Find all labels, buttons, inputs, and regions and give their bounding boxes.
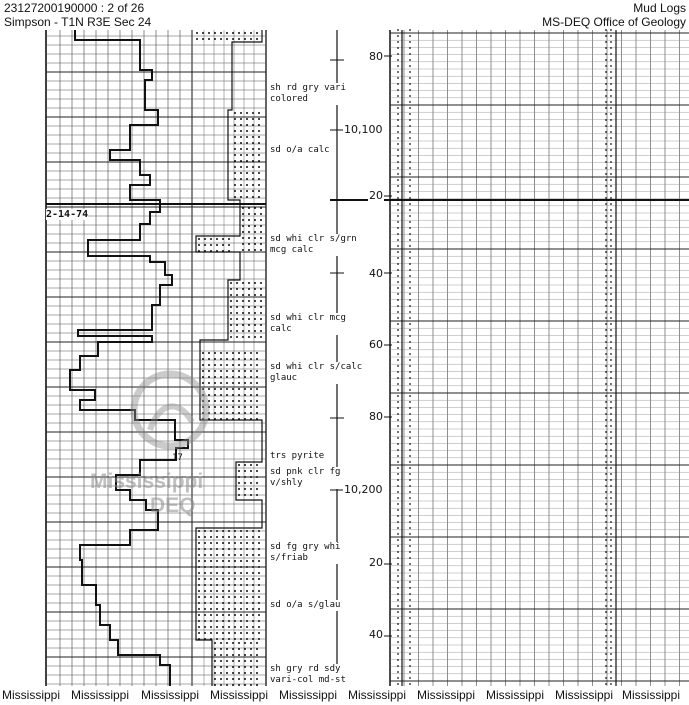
footer-word-7: Mississippi xyxy=(417,688,476,702)
lith-desc-4: sd whi clr mcg calc xyxy=(270,313,346,334)
footer-word-5: Mississippi xyxy=(279,688,338,702)
lith-desc-9: sd o/a s/glau xyxy=(270,600,341,610)
lithology-outline xyxy=(196,30,262,686)
scale-label-1: 80 xyxy=(369,50,383,63)
lith-desc-3: sd whi clr s/grn mcg calc xyxy=(270,234,357,255)
lith-desc-5: sd whi clr s/calc glauc xyxy=(270,362,363,383)
header-left-line2: Simpson - T1N R3E Sec 24 xyxy=(4,15,152,29)
footer-word-3: Mississippi xyxy=(141,688,200,702)
depth-label-10200: 10,200 xyxy=(344,483,383,496)
lith-desc-10: sh gry rd sdy vari-col md-st xyxy=(270,664,346,685)
header-right-line2: MS-DEQ Office of Geology xyxy=(542,15,686,29)
scale-label-6: 20 xyxy=(369,556,383,569)
scale-label-7: 40 xyxy=(369,628,383,641)
lith-desc-6: trs pyrite xyxy=(270,451,325,461)
footer-word-1: Mississippi xyxy=(2,688,61,702)
watermark-line2: DEQ xyxy=(150,494,196,517)
footer-word-9: Mississippi xyxy=(555,688,614,702)
footer-word-4: Mississippi xyxy=(210,688,269,702)
small-mark: 17 xyxy=(172,453,183,463)
watermark-line1: Mississippi xyxy=(90,470,204,493)
header-right-line1: Mud Logs xyxy=(633,1,686,15)
lith-desc-2: sd o/a calc xyxy=(270,145,330,155)
drill-rate-curve xyxy=(70,30,188,686)
deq-logo-watermark xyxy=(120,360,240,460)
right-track-grid xyxy=(330,29,689,686)
lith-desc-1: sh rd gry vari colored xyxy=(270,83,346,104)
footer-word-6: Mississippi xyxy=(348,688,407,702)
lith-desc-8: sd fg gry whi s/friab xyxy=(270,542,341,563)
scale-label-4: 60 xyxy=(369,338,383,351)
date-stamp: 2-14-74 xyxy=(46,209,89,220)
footer-word-8: Mississippi xyxy=(486,688,545,702)
depth-label-10100: 10,100 xyxy=(344,123,383,136)
footer-word-10: Mississippi xyxy=(622,688,681,702)
lith-desc-7: sd pnk clr fg v/shly xyxy=(270,467,341,488)
lithology-dot-columns xyxy=(196,32,262,686)
scale-label-3: 40 xyxy=(369,267,383,280)
scale-label-5: 80 xyxy=(369,410,383,423)
header-left-line1: 23127200190000 : 2 of 26 xyxy=(4,1,145,15)
scale-label-2: 20 xyxy=(369,189,383,202)
footer-word-2: Mississippi xyxy=(71,688,130,702)
